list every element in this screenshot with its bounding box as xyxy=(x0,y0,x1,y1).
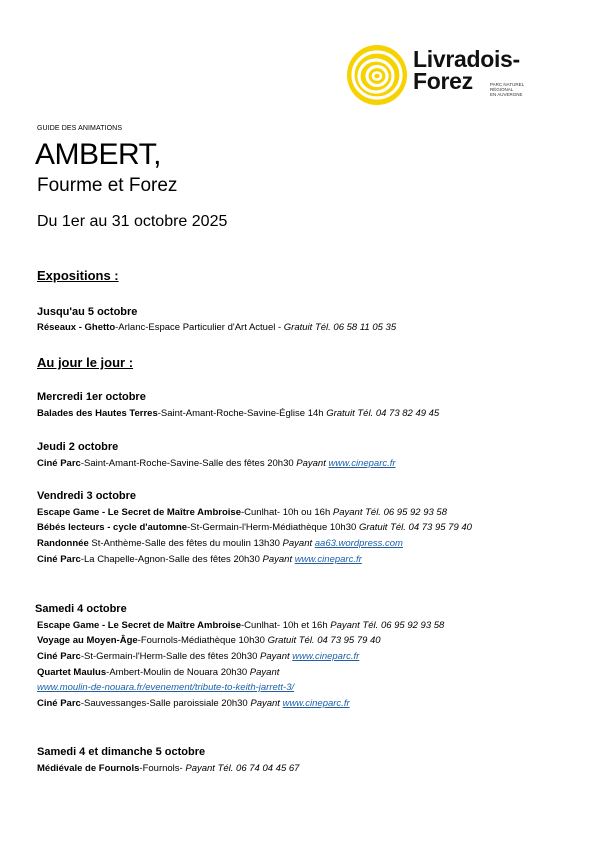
event-line xyxy=(37,635,381,646)
event-info: Gratuit Tél. 06 58 11 05 35 xyxy=(283,322,397,333)
section-au-jour-le-jour: Au jour le jour : xyxy=(37,355,134,370)
event-name: Balades des Hautes Terres xyxy=(37,408,158,419)
event-line xyxy=(37,507,447,518)
event-info: Payant xyxy=(260,651,293,662)
event-place: -St-Germain-l'Herm-Salle des fêtes 20h30 xyxy=(80,651,261,662)
event-info: Payant Tél. 06 95 92 93 58 xyxy=(330,620,445,631)
event-name: Réseaux - Ghetto xyxy=(37,322,116,333)
day-heading: Samedi 4 octobre xyxy=(35,603,127,615)
event-name: Ciné Parc xyxy=(37,554,81,565)
event-line xyxy=(37,763,299,774)
event-info: Payant xyxy=(296,458,329,469)
page-subtitle: Fourme et Forez xyxy=(37,175,178,196)
event-link[interactable]: www.cineparc.fr xyxy=(328,458,396,469)
event-line xyxy=(37,554,362,565)
contour-rings-icon xyxy=(344,42,410,108)
event-info: Payant xyxy=(250,698,283,709)
guide-label: GUIDE DES ANIMATIONS xyxy=(37,125,123,132)
event-info: Payant Tél. 06 95 92 93 58 xyxy=(332,507,447,518)
day-heading: Samedi 4 et dimanche 5 octobre xyxy=(37,746,206,758)
event-line xyxy=(37,408,439,419)
event-info: Gratuit Tél. 04 73 95 79 40 xyxy=(358,522,472,533)
logo-subtitle xyxy=(490,82,535,97)
event-place: -Saint-Amant-Roche-Savine-Salle des fêtes 20h30 xyxy=(80,458,297,469)
event-place: -La Chapelle-Agnon-Salle des fêtes 20h30 xyxy=(80,554,263,565)
event-line xyxy=(37,667,279,678)
event-name: Escape Game - Le Secret de Maître Ambroise xyxy=(37,507,241,518)
page-title: AMBERT, xyxy=(35,138,161,171)
section-expositions: Expositions : xyxy=(37,268,119,283)
event-line xyxy=(37,698,350,709)
event-place: -Fournols-Médiathèque 10h30 xyxy=(137,635,268,646)
date-range: Du 1er au 31 octobre 2025 xyxy=(37,213,228,230)
event-name: Quartet Maulus xyxy=(37,667,107,678)
day-heading: Vendredi 3 octobre xyxy=(37,490,137,502)
event-name: Voyage au Moyen-Âge xyxy=(37,635,138,646)
event-place: -Sauvessanges-Salle paroissiale 20h30 xyxy=(80,698,251,709)
event-link[interactable]: aa63.wordpress.com xyxy=(314,538,403,549)
event-info: Payant xyxy=(262,554,295,565)
event-place: -Arlanc-Espace Particulier d'Art Actuel - xyxy=(115,322,284,333)
logo-line2: Forez xyxy=(413,68,473,94)
event-line xyxy=(37,458,396,469)
event-place: -St-Germain-l'Herm-Médiathèque 10h30 xyxy=(187,522,359,533)
event-name: Escape Game - Le Secret de Maître Ambroise xyxy=(37,620,241,631)
event-line xyxy=(37,620,444,631)
event-info: Payant xyxy=(249,667,280,678)
logo-sub1: PARC NATUREL xyxy=(490,82,525,87)
event-line xyxy=(37,522,472,533)
event-place: St-Anthème-Salle des fêtes du moulin 13h30 xyxy=(88,538,283,549)
event-place: -Ambert-Moulin de Nouara 20h30 xyxy=(106,667,250,678)
event-name: Ciné Parc xyxy=(37,458,81,469)
logo-sub2: RÉGIONAL xyxy=(490,87,514,92)
event-info: Payant Tél. 06 74 04 45 67 xyxy=(185,763,300,774)
logo-sub3: EN AUVERGNE xyxy=(490,92,523,97)
park-logo xyxy=(344,40,539,110)
logo-line1: Livradois- xyxy=(413,46,520,72)
event-place: -Cunlhat- 10h ou 16h xyxy=(240,507,333,518)
event-link[interactable]: www.cineparc.fr xyxy=(294,554,362,565)
event-name: Ciné Parc xyxy=(37,698,81,709)
event-link[interactable]: www.cineparc.fr xyxy=(282,698,350,709)
event-place: -Saint-Amant-Roche-Savine-Église 14h xyxy=(157,408,327,419)
event-line xyxy=(37,538,403,549)
event-name: Ciné Parc xyxy=(37,651,81,662)
event-line xyxy=(37,322,396,333)
event-line xyxy=(37,682,294,693)
event-name: Randonnée xyxy=(37,538,89,549)
event-info: Gratuit Tél. 04 73 82 49 45 xyxy=(326,408,440,419)
event-link[interactable]: www.moulin-de-nouara.fr/evenement/tribute-to-keith-jarrett-3/ xyxy=(37,682,295,693)
event-name: Médiévale de Fournols xyxy=(37,763,140,774)
event-place: -Fournols- xyxy=(139,763,186,774)
event-info: Payant xyxy=(282,538,315,549)
day-heading: Jeudi 2 octobre xyxy=(37,441,119,453)
event-line xyxy=(37,651,359,662)
event-place: -Cunlhat- 10h et 16h xyxy=(240,620,331,631)
event-name: Bébés lecteurs - cycle d'automne xyxy=(37,522,188,533)
expo-day: Jusqu'au 5 octobre xyxy=(37,306,138,318)
event-info: Gratuit Tél. 04 73 95 79 40 xyxy=(267,635,381,646)
event-link[interactable]: www.cineparc.fr xyxy=(292,651,360,662)
day-heading: Mercredi 1er octobre xyxy=(37,391,146,403)
